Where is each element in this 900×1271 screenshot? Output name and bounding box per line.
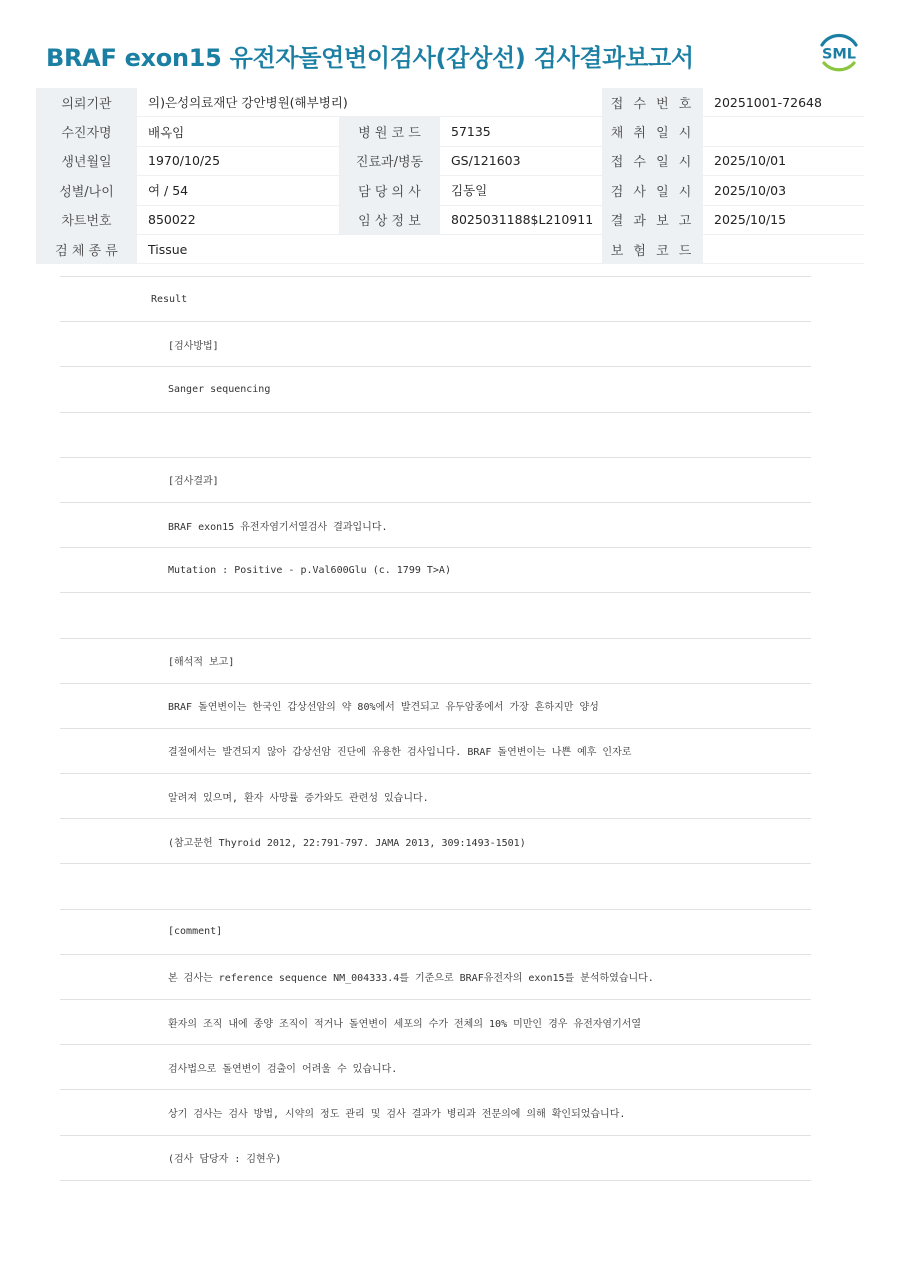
svg-text:SML: SML [821,46,857,63]
label-insurance-code: 보 험 코 드 [602,234,703,263]
result-line [60,864,811,909]
sml-logo [814,28,864,78]
info-row [36,146,864,175]
value-requesting-institution: 의)은성의료재단 강안병원(해부병리) [137,88,602,117]
result-heading: Result [60,277,811,322]
result-line: 상기 검사는 검사 방법, 시약의 정도 관리 및 검사 결과가 병리과 전문의에 의해 확인되었습니다. [60,1090,811,1135]
result-line: 결절에서는 발견되지 않아 갑상선암 진단에 유용한 검사입니다. BRAF 돌연변이는 나쁜 예후 인자로 [60,729,811,774]
result-line: Sanger sequencing [60,367,811,412]
value-hospital-code: 57135 [440,117,602,146]
result-line: [검사방법] [60,322,811,367]
label-birth-date: 생년월일 [36,146,137,175]
result-line: [comment] [60,910,811,955]
result-line: (참고문헌 Thyroid 2012, 22:791-797. JAMA 2013, 309:1493-1501) [60,819,811,864]
label-report-date: 결 과 보 고 [602,205,703,234]
result-section [60,276,811,1181]
value-insurance-code [703,234,864,263]
label-chart-number: 차트번호 [36,205,137,234]
value-collection-date [703,117,864,146]
info-row [36,234,864,263]
label-hospital-code: 병 원 코 드 [339,117,440,146]
report-title: BRAF exon15 유전자돌연변이검사(갑상선) 검사결과보고서 [46,44,694,72]
info-row [36,176,864,205]
value-specimen-type: Tissue [137,234,602,263]
info-row [36,117,864,146]
value-accession-number: 20251001-72648 [703,88,864,117]
value-sex-age: 여 / 54 [137,176,339,205]
result-line: 알려져 있으며, 환자 사망률 증가와도 관련성 있습니다. [60,774,811,819]
value-birth-date: 1970/10/25 [137,146,339,175]
label-department-ward: 진료과/병동 [339,146,440,175]
label-received-date: 접 수 일 시 [602,146,703,175]
result-line: 검사법으로 돌연변이 검출이 어려울 수 있습니다. [60,1045,811,1090]
result-line [60,413,811,458]
result-line: [검사결과] [60,458,811,503]
result-line: 환자의 조직 내에 종양 조직이 적거나 돌연변이 세포의 수가 전체의 10% 미만인 경우 유전자염기서열 [60,1000,811,1045]
result-line [60,593,811,638]
value-patient-name: 배옥임 [137,117,339,146]
label-sex-age: 성별/나이 [36,176,137,205]
label-test-date: 검 사 일 시 [602,176,703,205]
value-received-date: 2025/10/01 [703,146,864,175]
patient-info-table [36,88,864,264]
result-line: (검사 담당자 : 김현우) [60,1136,811,1181]
label-requesting-institution: 의뢰기관 [36,88,137,117]
label-physician: 담 당 의 사 [339,176,440,205]
value-test-date: 2025/10/03 [703,176,864,205]
result-line: 본 검사는 reference sequence NM_004333.4를 기준으로 BRAF유전자의 exon15를 분석하였습니다. [60,955,811,1000]
label-specimen-type: 검 체 종 류 [36,234,137,263]
value-report-date: 2025/10/15 [703,205,864,234]
label-collection-date: 채 취 일 시 [602,117,703,146]
value-physician: 김동일 [440,176,602,205]
info-row [36,205,864,234]
result-line: BRAF 돌연변이는 한국인 갑상선암의 약 80%에서 발견되고 유두암종에서 가장 흔하지만 양성 [60,684,811,729]
result-line: [해석적 보고] [60,639,811,684]
value-clinical-info: 8025031188$L210911 [440,205,602,234]
result-line: BRAF exon15 유전자염기서열검사 결과입니다. [60,503,811,548]
result-line: Mutation : Positive - p.Val600Glu (c. 1799 T>A) [60,548,811,593]
label-clinical-info: 임 상 정 보 [339,205,440,234]
value-chart-number: 850022 [137,205,339,234]
label-accession-number: 접 수 번 호 [602,88,703,117]
label-patient-name: 수진자명 [36,117,137,146]
info-row [36,88,864,117]
value-department-ward: GS/121603 [440,146,602,175]
